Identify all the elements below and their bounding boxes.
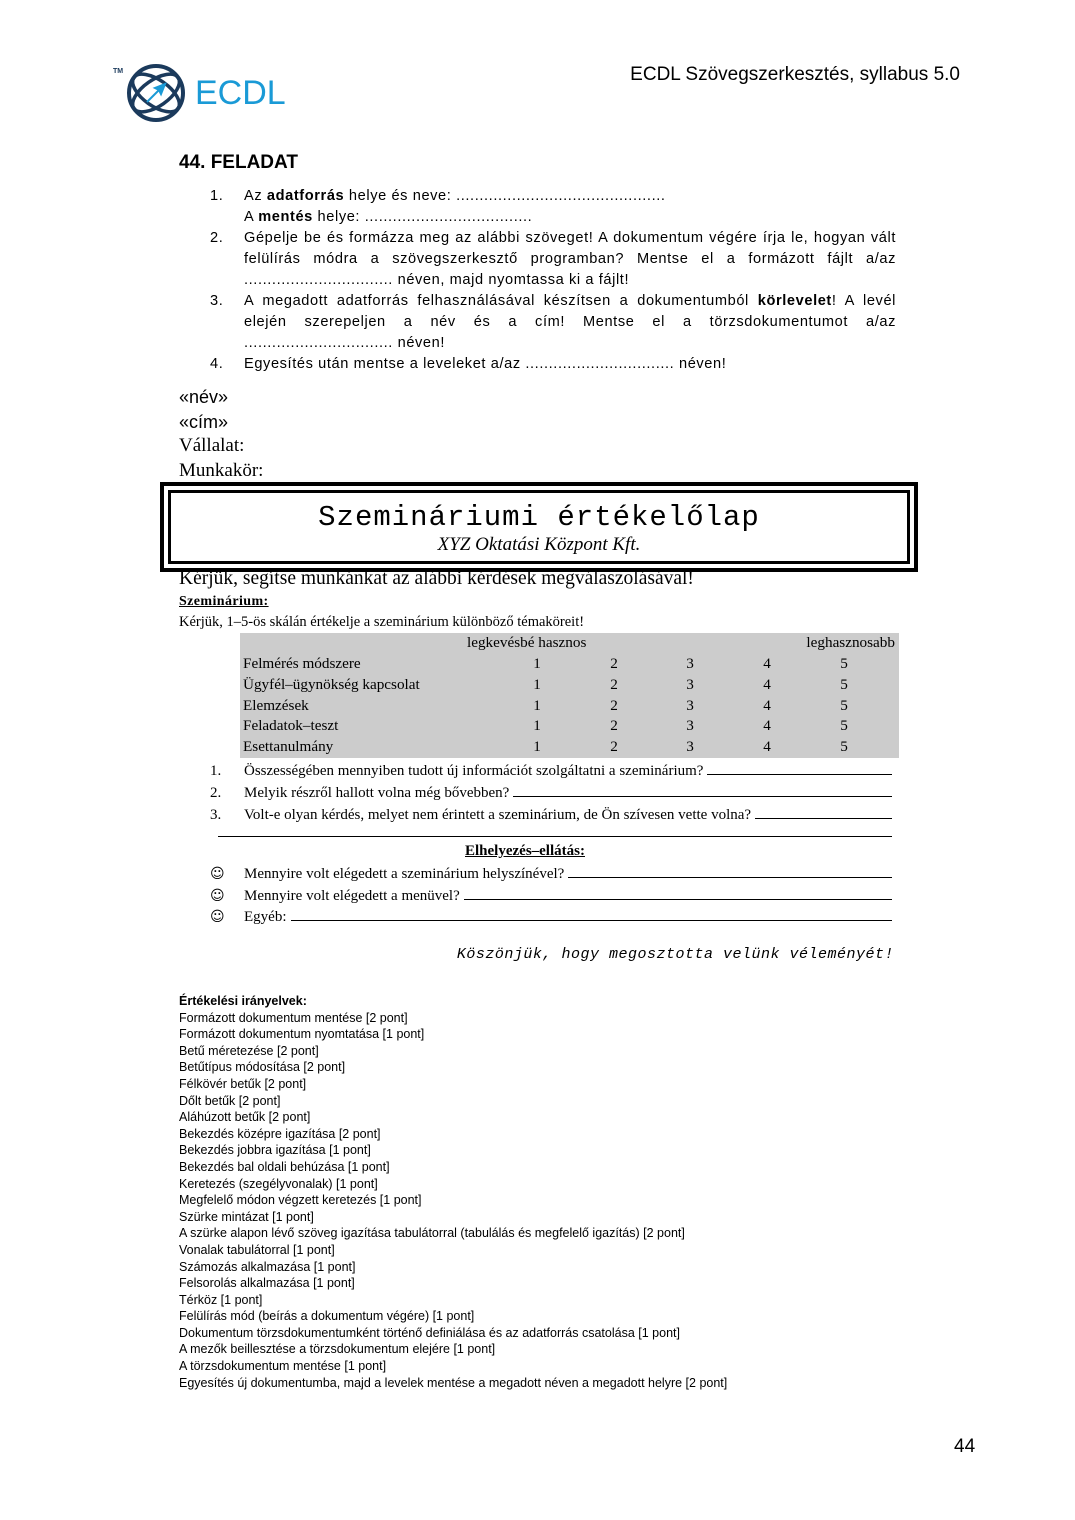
criteria-item: Formázott dokumentum nyomtatása [1 pont] — [179, 1027, 425, 1042]
criteria-item: Bekezdés jobbra igazítása [1 pont] — [179, 1143, 371, 1158]
criteria-item: Félkövér betűk [2 pont] — [179, 1076, 307, 1091]
accommodation-item: ☺ Mennyire volt elégedett a szeminárium helyszínével? — [210, 863, 892, 885]
question-item: 1. Összességében mennyiben tudott új információt szolgáltatni a szeminárium? — [210, 760, 892, 782]
answer-line-continuation[interactable] — [218, 836, 892, 837]
company-label: Vállalat: — [179, 435, 245, 456]
criteria-item: A mezők beillesztése a törzsdokumentum elejére [1 pont] — [179, 1342, 496, 1357]
instruction-text: Egyesítés után mentse a leveleket a/az ................................ néven! — [244, 356, 727, 372]
criteria-item: Szürke mintázat [1 pont] — [179, 1209, 314, 1224]
title-box — [160, 482, 918, 572]
criteria-item: Keretezés (szegélyvonalak) [1 pont] — [179, 1176, 378, 1191]
ecdl-logo — [113, 62, 293, 124]
page-number: 44 — [954, 1436, 976, 1457]
rating-row: Elemzések 1 2 3 4 5 — [243, 697, 848, 714]
title-box-inner — [168, 490, 910, 564]
globe-arrow-icon — [125, 62, 187, 124]
trademark-mark: TM — [113, 68, 124, 75]
task-instructions — [210, 186, 896, 375]
rating-table — [240, 633, 899, 758]
rating-row: Ügyfél–ügynökség kapcsolat 1 2 3 4 5 — [243, 676, 848, 693]
answer-line[interactable] — [464, 885, 892, 900]
criteria-item: Megfelelő módon végzett keretezés [1 pont] — [179, 1193, 422, 1208]
instruction-item: 3. A megadott adatforrás felhasználásával készítsen a dokumentumból körlevelet! A levél elején szerepeljen a név és a cím! Mentse el a törzsdokumentumot a/az ................................ néven! — [210, 291, 896, 354]
rating-row: Feladatok–teszt 1 2 3 4 5 — [243, 717, 848, 734]
instruction-item: 2. Gépelje be és formázza meg az alábbi szöveget! A dokumentum végére írja le, hogyan vált felülírás módra a szövegszerkesztő programban? Mentse el a formázott fájlt a/az ................................ néven, majd nyomtassa ki a fájlt! — [210, 228, 896, 291]
smiley-icon: ☺ — [210, 866, 225, 882]
position-label: Munkakör: — [179, 459, 264, 481]
rating-row: Esettanulmány 1 2 3 4 5 — [243, 738, 848, 755]
criteria-item: Bekezdés bal oldali behúzása [1 pont] — [179, 1159, 390, 1174]
thanks-text: Köszönjük, hogy megosztotta velünk véleményét! — [456, 946, 894, 963]
accommodation-list — [210, 863, 892, 928]
merge-fields — [179, 385, 263, 483]
accommodation-item: ☺ Mennyire volt elégedett a menüvel? — [210, 885, 892, 907]
scale-high-label: leghasznosabb — [806, 634, 895, 651]
criteria-item: Bekezdés középre igazítása [2 pont] — [179, 1126, 381, 1141]
form-title: Szemináriumi értékelőlap — [318, 501, 760, 534]
question-item: 2. Melyik részről hallott volna még bővebben? — [210, 782, 892, 804]
accommodation-item: ☺ Egyéb: — [210, 906, 892, 928]
logo-text: ECDL — [195, 74, 286, 112]
criteria-item: Aláhúzott betűk [2 pont] — [179, 1110, 311, 1125]
criteria-item: Betű méretezése [2 pont] — [179, 1043, 319, 1058]
criteria-item: A törzsdokumentum mentése [1 pont] — [179, 1359, 387, 1374]
scale-low-label: legkevésbé hasznos — [467, 634, 587, 651]
rating-scale-header — [240, 634, 899, 655]
criteria-item: Vonalak tabulátorral [1 pont] — [179, 1242, 335, 1257]
answer-line[interactable] — [707, 760, 892, 775]
accommodation-heading: Elhelyezés–ellátás: — [465, 843, 585, 859]
criteria-item: Dőlt betűk [2 pont] — [179, 1093, 281, 1108]
criteria-item: A szürke alapon lévő szöveg igazítása tabulátorral (tabulálás és megfelelő igazítás) [2 pont] — [179, 1226, 685, 1241]
instruction-item: 1. Az adatforrás helye és neve: ............................................. A mentés helye: .................................... — [210, 186, 896, 228]
request-text: Kérjük, segítse munkánkat az alábbi kérdések megválaszolásával! — [179, 568, 694, 589]
form-subtitle: XYZ Oktatási Központ Kft. — [437, 534, 641, 555]
criteria-item: Formázott dokumentum mentése [2 pont] — [179, 1010, 408, 1025]
merge-field-address: «cím» — [179, 411, 229, 432]
criteria-item: Dokumentum törzsdokumentumként történő definiálása és az adatforrás csatolása [1 pont] — [179, 1325, 680, 1340]
criteria-item: Számozás alkalmazása [1 pont] — [179, 1259, 356, 1274]
criteria-item: Betűtípus módosítása [2 pont] — [179, 1060, 346, 1075]
criteria-list — [179, 1010, 727, 1392]
answer-line[interactable] — [568, 863, 892, 878]
instruction-item: 4. Egyesítés után mentse a leveleket a/az ................................ néven! — [210, 354, 896, 375]
question-item: 3. Volt-e olyan kérdés, melyet nem érintett a szeminárium, de Ön szívesen vette volna? — [210, 804, 892, 826]
criteria-item: Térköz [1 pont] — [179, 1292, 263, 1307]
rating-row: Felmérés módszere 1 2 3 4 5 — [243, 655, 848, 672]
question-list — [210, 760, 892, 825]
criteria-title: Értékelési irányelvek: — [179, 994, 307, 1008]
merge-field-name: «név» — [179, 387, 229, 407]
criteria-item: Felülírás mód (beírás a dokumentum végére) [1 pont] — [179, 1309, 475, 1324]
task-title: 44. FELADAT — [179, 152, 298, 173]
answer-line[interactable] — [291, 906, 893, 921]
answer-line[interactable] — [755, 804, 892, 819]
criteria-item: Egyesítés új dokumentumba, majd a levelek mentése a megadott néven a megadott helyre [2 pont] — [179, 1375, 728, 1390]
instruction-text: Gépelje be és formázza meg az alábbi szöveget! A dokumentum végére írja le, hogyan vált felülírás módra a szövegszerkesztő programban? Mentse el a formázott fájlt a/az ................................ néven, majd nyomtassa ki a fájlt! — [244, 230, 896, 288]
criteria-item: Felsorolás alkalmazása [1 pont] — [179, 1276, 355, 1291]
instruction-text: A megadott adatforrás felhasználásával készítsen a dokumentumból körlevelet! A levél elején szerepeljen a név és a cím! Mentse el a törzsdokumentumot a/az ................................ néven! — [244, 293, 896, 351]
smiley-icon: ☺ — [210, 887, 225, 904]
answer-line[interactable] — [513, 782, 892, 797]
header-title: ECDL Szövegszerkesztés, syllabus 5.0 — [630, 64, 960, 85]
instruction-text: Az adatforrás helye és neve: ............................................. A mentés helye: .................................... — [244, 188, 666, 225]
seminar-heading: Szeminárium: — [179, 594, 269, 609]
seminar-intro: Kérjük, 1–5-ös skálán értékelje a szeminárium különböző témaköreit! — [179, 614, 585, 630]
smiley-icon: ☺ — [210, 909, 225, 925]
evaluation-criteria — [179, 993, 727, 1391]
